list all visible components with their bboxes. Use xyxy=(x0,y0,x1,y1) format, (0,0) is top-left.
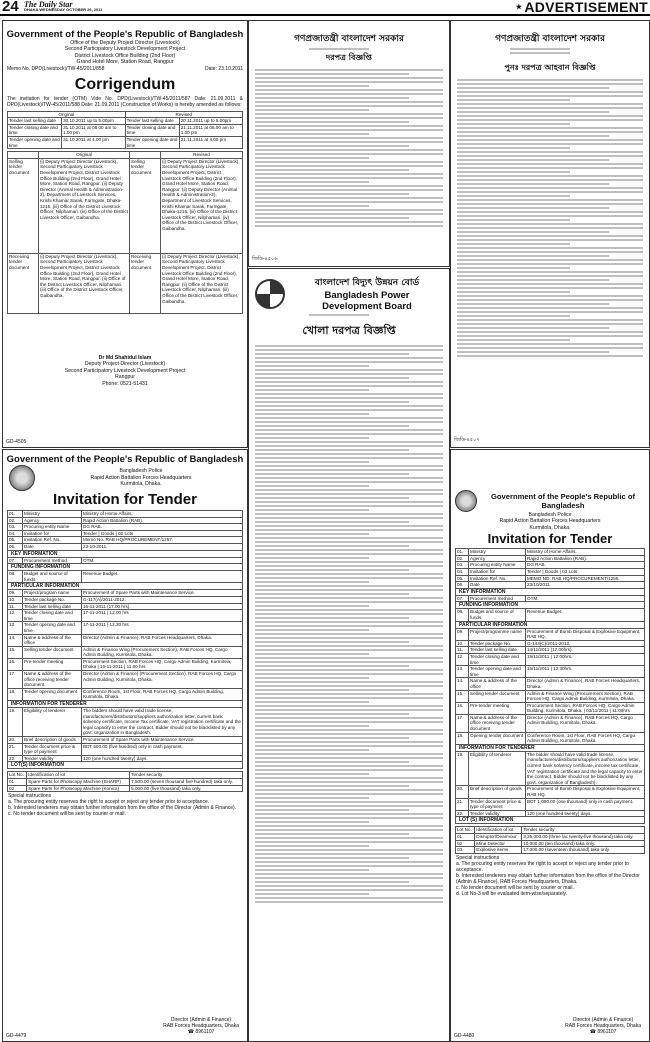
ad-location: Kurmitola, Dhaka. xyxy=(529,524,571,531)
lot-table: Lot No. Identification of lot Tender security 01 Spare Parts for Photocopy Machine (SHARP) 7,500.00 (seven thousand five hundred) taka only. 02 Spare Parts for Photocopy Machine (Konica) 5,000.00 (five thousand) taka only. xyxy=(7,771,243,792)
table-row: 08. Budget and source of funds Revenue Budget. xyxy=(8,571,243,583)
table-row: 12. Tender closing date and time 15/11/2011 | 12:00hrs. xyxy=(456,653,645,665)
issue-date: DHAKA WEDNESDAY OCTOBER 26, 2011 xyxy=(24,7,103,12)
table-row: 01 Spare Parts for Photocopy Machine (SHARP) 7,500.00 (seven thousand five hundred) taka only. xyxy=(8,778,243,785)
section-funding: FUNDING INFORMATION xyxy=(8,564,243,571)
ad-hq: Rapid Action Battalion Forces Headquarters xyxy=(90,474,192,481)
tender-table xyxy=(7,510,243,769)
table-row: 14. Name & address of the office Director (Admin & Finance), RAB Forces Headquarters, Dhaka. xyxy=(8,634,243,646)
ad-title: খোলা দরপত্র বিজ্ঞপ্তি xyxy=(302,324,396,337)
table-row: Receiving tender document (i) Deputy Project Director (Livestock), Second Participatory Livestock Development Project, District Livestock Office Building (2nd Floor), Grand Hotel More, Station Road, Rangpur. (ii) Office of the District Livestock Officer, Nilphamari. (iii) Office of the District Livestock Officer, Gaibandha. Receiving tender document (i) Deputy Project Director (Livestock), Second Participatory Livestock Development Project, District Livestock Office Building (2nd Floor), Grand Hotel More, Station Road, Rangpur. (ii) Office of the District Livestock Officer, Nilphamari. (iii) Office of the District Livestock Officer, Gaibandha. xyxy=(8,253,243,313)
page-header xyxy=(0,0,650,16)
memo-number: Memo No. DPD(Livestock)/TW-45/2011/858 xyxy=(7,65,105,72)
table-row: 01 Disruptor/Dearmour 3,25,000.00 (three lac twenty-five thousand) taka only. xyxy=(456,833,645,840)
ad-address: Grand Hotel More, Station Road, Rangpur xyxy=(76,59,174,66)
ad-code: জিডি-৪৫০৭ xyxy=(454,437,480,443)
ad-project: Second Participatory Livestock Development Project xyxy=(64,46,186,53)
bpdb-bangla-name: বাংলাদেশ বিদ্যুৎ উন্নয়ন বোর্ড xyxy=(314,278,420,288)
table-row: 09. Project/program name Procurement of Spare Parts with Maintenance Service. xyxy=(8,590,243,597)
table-row: Selling tender document (i) Deputy Project Director (Livestock), Second Participatory Livestock Development Project, District Livestock Office Building (2nd Floor), Grand Hotel More, Station Road, Rangpur. (ii) Deputy Director (Animal Health & Administration-2), Department of Livestock Services, Krishi Khamar Sarak, Farmgate, Dhaka-1215. (iii) Office of the District Livestock Officer, Nilphamari. (iv) Office of the District Livestock Officer, Gaibandha. Selling tender document (i) Deputy Project Director (Livestock), Second Participatory Livestock Development Project, District Livestock Office Building (2nd Floor), Grand Hotel More, Station Road, Rangpur. (ii) Deputy Director (Animal Health & Administration-2), Department of Livestock Services, Krishi Khamar Sarak, Farmgate, Dhaka-1215. (iii) Office of the District Livestock Officer, Nilphamari. (iv) Office of the District Livestock Officer, Gaibandha. xyxy=(8,158,243,253)
table-row: 20. Brief description of goods Procurement of Spare Parts with Maintenance Service. xyxy=(8,737,243,744)
phone-icon: ☎ xyxy=(187,1029,196,1035)
ad-body-lines xyxy=(249,69,449,227)
ad-government-title: Government of the People's Republic of Bangladesh xyxy=(491,492,635,510)
police-emblem-icon xyxy=(455,490,477,512)
section-title: ADVERTISEMENT xyxy=(524,0,648,15)
table-row: 18. Opening tender document Conference Room, 1st Floor, RAB Forces HQ, Cargo Admin Building, Kurmitola, Dhaka. xyxy=(456,732,645,744)
table-row: 13. Tender opening date and time 15/11/2011 | 12:30hrs. xyxy=(456,666,645,678)
corrigendum-table-2: Original Revised Selling tender document (i) Deputy Project Director (Livestock), Second Participatory Livestock Development Project, District Livestock Office Building (2nd Floor), Grand Hotel More, Station Road, Rangpur. (ii) Deputy Director (Animal Health & Administration-2), Department of Livestock Services, Krishi Khamar Sarak, Farmgate, Dhaka-1215. (iii) Office of the District Livestock Officer, Nilphamari. (iv) Office of the District Livestock Officer, Gaibandha. Selling tender document (i) Deputy Project Director (Livestock), Second Participatory Livestock Development Project, District Livestock Office Building (2nd Floor), Grand Hotel More, Station Road, Rangpur. (ii) Deputy Director (Animal Health & Administration-2), Department of Livestock Services, Krishi Khamar Sarak, Farmgate, Dhaka-1215. (iii) Office of the District Livestock Officer, Nilphamari. (iv) Office of the District Livestock Officer, Gaibandha. Receiving tender document (i) Deputy Project Director (Livestock), Second Participatory Livestock Development Project, District Livestock Office Building (2nd Floor), Grand Hotel More, Station Road, Rangpur. (ii) Office of the District Livestock Officer, Nilphamari. (iii) Office of the District Livestock Officer, Gaibandha. Receiving tender document (i) Deputy Project Director (Livestock), Second Participatory Livestock Development Project, District Livestock Office Building (2nd Floor), Grand Hotel More, Station Road, Rangpur. (ii) Office of the District Livestock Officer, Nilphamari. (iii) Office of the District Livestock Officer, Gaibandha. xyxy=(7,151,243,314)
col-revised: Revised xyxy=(125,111,242,118)
table-row: Tender closing date and time 31.10.2011 at 08.00 am to 1.00 pm Tender closing date and time 21.11.2011 at 08.00 am to 1.00 pm xyxy=(8,124,243,136)
table-row: 21. Tender document price & type of payment BDT 500.00 (five hundred) only in cash payment. xyxy=(8,743,243,755)
table-row: 14. Name & address of the office Director (Admin & Finance), RAB Forces Headquarters, Dhaka. xyxy=(456,678,645,690)
star-logo-icon: ★ xyxy=(515,4,522,11)
ad-hq: Rapid Action Battalion Forces Headquarters xyxy=(499,518,601,525)
table-row: 02. Agency Rapid Action Battalion (RAB). xyxy=(8,517,243,524)
table-row: 03. Procuring entity Name DG RAB. xyxy=(456,562,645,569)
rab-invitation-ad-2 xyxy=(450,449,650,1042)
table-row: 08. Budget and source of funds Revenue Budget. xyxy=(456,609,645,621)
signature-block: Director (Admin & Finance) RAB Forces Headquarters, Dhaka ☎ 8961107 xyxy=(163,1017,239,1035)
ad-code: GD-4505 xyxy=(6,439,27,445)
special-instructions: Special instructions a. The procuring entity reserves the right to accept or reject any tender prior to acceptance. b. Interested tenderers may obtain further information from the office of the Director (Admin & Finance). c. No tender document will be sent by courier or mail. xyxy=(8,793,237,818)
table-row: 06. Date 23-10-2011. xyxy=(8,543,243,550)
section-funding: FUNDING INFORMATION xyxy=(456,602,645,609)
table-row: 03 Explosive items 17,000.00 (seventeen thousand) taka only. xyxy=(456,847,645,854)
ad-code: জিডি-৪৫০৬ xyxy=(252,256,278,262)
ad-government-title: Government of the People's Republic of Bangladesh xyxy=(6,29,244,40)
ad-building: District Livestock Office Building (2nd Floor) xyxy=(74,52,176,59)
table-row: 22. Tender validity 120 (one hundred twenty) days. xyxy=(456,810,645,817)
section-tenderer: INFORMATION FOR TENDERER xyxy=(8,701,243,708)
lot-table: Lot No. Identification of lot Tender security 01 Disruptor/Dearmour 3,25,000.00 (three lac twenty-five thousand) taka only. 02 Mine Detector 10,000.00 (ten thousand) taka only. 03 Explosive items 17,000.00 (seventeen thousand) taka only. xyxy=(455,826,645,853)
table-row: 17. Name & address of the office receiving tender document Director (Admin & Finance) (Procurement Section), RAB Forces HQ, Cargo Admin Building, Kurmitola, Dhaka. xyxy=(8,671,243,689)
ad-office: Office of the Deputy Project Director (Livestock) xyxy=(70,40,180,46)
ad-police: Bangladesh Police xyxy=(119,468,163,475)
bpdb-english-name-2: Development Board xyxy=(322,301,412,312)
signature-block: Dr Md Shahidul Islam Deputy Project Director (Livestock) Second Participatory Livestock Development Project Rangpur Phone: 0521-51431 xyxy=(64,355,186,387)
police-emblem-icon xyxy=(9,465,35,491)
rab-invitation-ad-1 xyxy=(2,449,248,1042)
table-row: 11. Tender last selling date 14/11/2011 (17.00hrs). xyxy=(456,647,645,654)
table-row: 18. Tender opening document Conference Room, 1st Floor, RAB Forces HQ, Cargo Admin Building, Kurmitola, Dhaka. xyxy=(8,688,243,700)
table-row: 05. Invitation Ref. No. Memo No. RAB HQ/PROCUREMENT/1257. xyxy=(8,537,243,544)
table-row: 02 Spare Parts for Photocopy Machine (Konica) 5,000.00 (five thousand) taka only. xyxy=(8,785,243,792)
special-instructions: Special instructions a. The procuring entity reserves the right to accept or reject any tender prior to acceptance. b. Interested tenderers may obtain further information from the office of the Director (Admin & Finance), RAB Forces Headquarters, Dhaka. c. No tender document will be sent by courier or mail. d. Lot No-3 will be evaluated item-wise/separately. xyxy=(456,854,640,897)
table-row: 10. Tender package No. G-143(C)/2011-2012. xyxy=(456,640,645,647)
section-key-info: KEY INFORMATION xyxy=(8,550,243,557)
table-row: 16. Pre-tender meeting Procurement Section, RAB Forces HQ, Cargo Admin Building, Kurmitola, Dhaka | 10-11-2011 | 11.00 hrs xyxy=(8,658,243,670)
ad-title: Corrigendum xyxy=(74,75,176,93)
table-row: 10. Tender package No. G-117(A)/2011-2012. xyxy=(8,596,243,603)
table-row: 02 Mine Detector 10,000.00 (ten thousand) taka only. xyxy=(456,840,645,847)
table-row: 07. Procurement method OTM. xyxy=(8,557,243,564)
table-row: 11. Tender last selling date 16-11-2011 (17.00 hrs). xyxy=(8,603,243,610)
bpdb-tender-ad xyxy=(248,268,450,1042)
table-row: 07. Procurement method OTM. xyxy=(456,595,645,602)
ad-title: দরপত্র বিজ্ঞপ্তি xyxy=(326,53,372,62)
table-row: 01. Ministry Ministry of Home Affairs. xyxy=(8,511,243,518)
table-row: Tender opening date and time 31.10.2011 at 4.00 pm Tender opening date and time 21.11.2011 at 4.00 pm xyxy=(8,137,243,149)
table-row: Tender last selling date 30.10.2011 up to 5.00pm Tender last selling date 20.11.2011 up to 5.00pm xyxy=(8,118,243,125)
ad-body: The invitation for tender (OTM) Vide No. DPD(Livestock)/TW-45/2011/587 Date: 21.09.2011 & DPD(Livestock)/TW-45/2011/588 Date: 21.09.2011 (Construction of Works) is hereby amended as follows: xyxy=(7,95,243,108)
table-row: 02. Agency Rapid Action Battalion (RAB). xyxy=(456,555,645,562)
ad-title: পুনঃ দরপত্র আহবান বিজ্ঞপ্তি xyxy=(504,63,596,72)
table-row: 19. Eligibility of tenderer The bidder should have valid trade license, manufacturers/distributors/suppliers authorization letter, current bank solvency certificate, income tax certificate, VAT registration certificate and the legal capacity to enter the contract. Bidder should not be blacklisted by any govt. organization of Bangladesh). xyxy=(457,751,643,785)
table-row: 04. Invitation for Tender | Goods | 03 Lots xyxy=(456,569,645,576)
table-row: 15. Selling tender document Admin & Finance Wing (Procurement Section), RAB Forces HQ, Cargo Admin Building, Kurmitola, Dhaka. xyxy=(8,646,243,658)
table-row: 05. Invitation Ref. No. MEMO NO. RAB HQ/PROCUREMENT/1255. xyxy=(456,575,645,582)
ad-body-lines xyxy=(451,79,649,357)
table-row: 06. Date 23/10/2011. xyxy=(456,582,645,589)
bangla-tender-ad xyxy=(248,20,450,267)
bpdb-english-name-1: Bangladesh Power xyxy=(324,290,410,301)
ad-police: Bangladesh Police xyxy=(528,512,572,518)
table-row: 15. Selling tender document Admin & Finance Wing (Procurement Section), RAB Forces HQ, Cargo Admin Building, Kurmitola, Dhaka. xyxy=(456,690,645,702)
ad-government-title: গণপ্রজাতন্ত্রী বাংলাদেশ সরকার xyxy=(294,34,404,44)
bpdb-logo-icon xyxy=(255,279,285,309)
ad-title: Invitation for Tender xyxy=(53,491,197,508)
table-row: 16. Pre-tender meeting Procurement Section, RAB Forces HQ, Cargo Admin Building, Kurmitola, Dhaka. | 03/11/2011 | 11:00hrs xyxy=(456,702,645,714)
table-row: 13. Tender opening date and time 17-11-2011 | 12.30 hrs xyxy=(8,622,243,634)
bangla-retender-ad xyxy=(450,20,650,448)
table-row: 19. Eligibility of tenderer The bidders should have valid trade license, manufacturers/distributors/suppliers authorization letter, current bank solvency certificate, Income Tax certificate, VAT registration certificate and the legal capacity to enter the contract. Bidder should not be blacklisted by any govt. organization in Bangladesh. xyxy=(9,708,241,736)
ad-code: GD-4479 xyxy=(6,1033,27,1039)
corrigendum-ad xyxy=(2,20,248,448)
section-key-info: KEY INFORMATION xyxy=(456,588,645,595)
section-particular: PARTICULAR INFORMATION xyxy=(456,621,645,628)
table-row: 22. Tender validity 120 (one hundred twenty) days. xyxy=(8,755,243,762)
page-number: 24 xyxy=(2,0,19,15)
table-row: 20. Brief description of goods Procurement of Bomb Disposal & Explosive Equipment, RAB HQ. xyxy=(456,786,645,798)
section-lots: LOT(S) INFORMATION xyxy=(8,762,243,769)
table-row: 12. Tender closing date and time 17-11-2011 | 12.00 hrs xyxy=(8,610,243,622)
tender-table xyxy=(455,548,645,824)
ad-government-title: গণপ্রজাতন্ত্রী বাংলাদেশ সরকার xyxy=(495,34,605,44)
section-particular: PARTICULAR INFORMATION xyxy=(8,583,243,590)
masthead: The Daily Star xyxy=(24,0,73,9)
corrigendum-table xyxy=(7,111,243,150)
ad-government-title: Government of the People's Republic of Bangladesh xyxy=(6,454,244,465)
table-row: 04. Invitation for Tender | Goods | 02 Lots xyxy=(8,530,243,537)
table-row: 17. Name & address of the office receiving tender document Director (Admin & Finance), RAB Forces HQ, Cargo Admin Building, Kurmitola, Dhaka. xyxy=(456,714,645,732)
phone-icon: ☎ xyxy=(589,1029,598,1035)
section-tenderer: INFORMATION FOR TENDERER xyxy=(456,744,645,751)
ad-code: GD-4480 xyxy=(454,1033,475,1039)
table-row: 03. Procuring entity Name DG RAB. xyxy=(8,524,243,531)
ad-body-lines xyxy=(249,345,449,903)
memo-date: Date: 23.10.2011 xyxy=(205,65,243,72)
table-row: 21. Tender document price & type of payment BDT 1,000.00 (one thousand) only in cash payment. xyxy=(456,798,645,810)
table-row: 01. Ministry Ministry of Home Affairs. xyxy=(456,549,645,556)
table-row: 09. Project/programme name Procurement of Bomb Disposal & Explosive Equipment, RAB HQ. xyxy=(456,628,645,640)
section-lots: LOT (S) INFORMATION xyxy=(456,817,645,824)
col-original: Original xyxy=(8,111,126,118)
ad-title: Invitation for Tender xyxy=(487,531,613,547)
ad-location: Kurmitola, Dhaka. xyxy=(120,481,162,488)
signature-block: Director (Admin & Finance) RAB Forces Headquarters, Dhaka ☎ 8961107 xyxy=(565,1017,641,1035)
